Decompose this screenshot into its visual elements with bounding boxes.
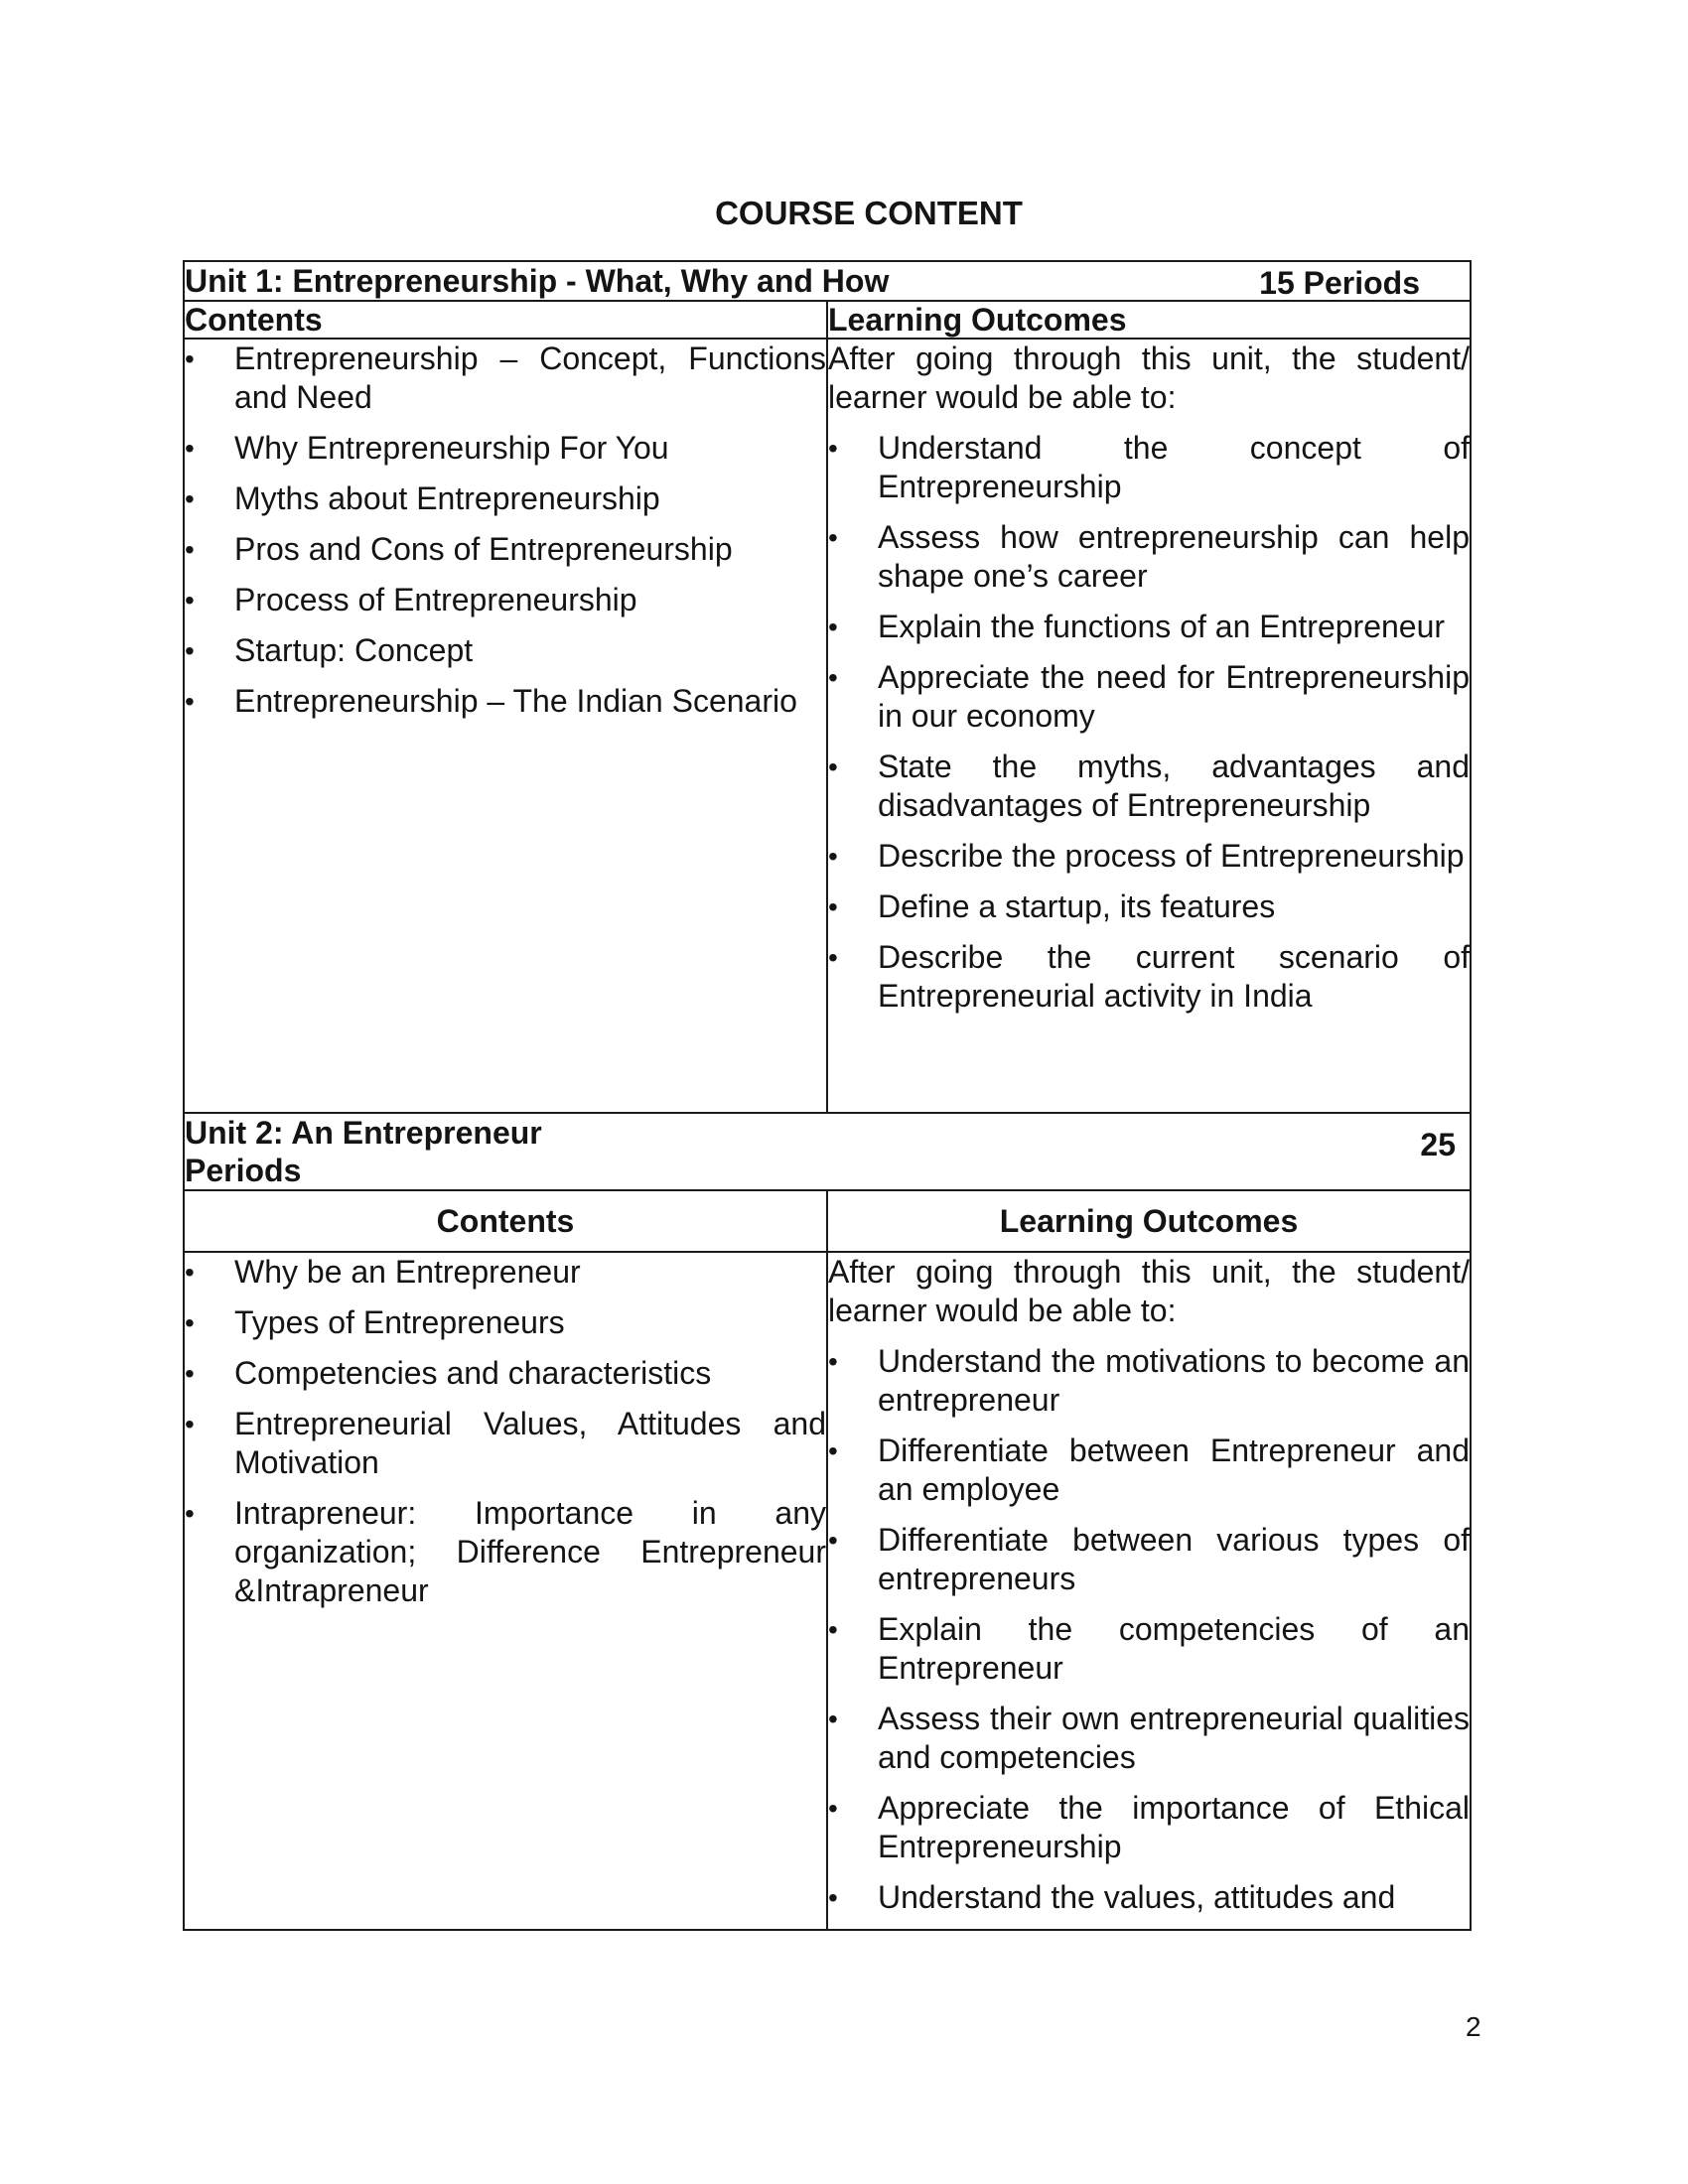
list-item-text: Describe the process of Entrepreneurship: [878, 838, 1465, 874]
bullet-icon: •: [185, 1358, 195, 1389]
bullet-icon: •: [185, 433, 195, 464]
list-item-text: Assess their own entrepreneurial qualities and competencies: [878, 1701, 1470, 1775]
list-item-text: Entrepreneurial Values, Attitudes and Motivation: [234, 1406, 826, 1480]
course-content-table: [183, 260, 1472, 1931]
unit1-outcomes-list: [828, 429, 1470, 1016]
unit1-contents-list: [185, 340, 826, 721]
list-item-text: Understand the values, attitudes and: [878, 1879, 1396, 1915]
list-item: [185, 1253, 826, 1292]
list-item-text: Why be an Entrepreneur: [234, 1254, 581, 1290]
unit2-body-row: [184, 1252, 1471, 1930]
page-number: 2: [1466, 2011, 1481, 2042]
bullet-icon: •: [828, 522, 838, 553]
unit2-periods-label: Periods: [185, 1153, 302, 1188]
unit1-contents-header: Contents: [184, 301, 827, 339]
bullet-icon: •: [185, 343, 195, 374]
list-item-text: State the myths, advantages and disadvantages of Entrepreneurship: [878, 749, 1470, 823]
bullet-icon: •: [828, 1793, 838, 1824]
bullet-icon: •: [828, 1525, 838, 1556]
list-item: [828, 429, 1470, 506]
list-item-text: Explain the competencies of an Entrepreneur: [878, 1611, 1470, 1686]
unit2-contents-cell: [184, 1252, 827, 1930]
bullet-icon: •: [828, 1704, 838, 1734]
list-item: [185, 1303, 826, 1342]
list-item: [828, 837, 1470, 876]
list-item-text: Explain the functions of an Entrepreneur: [878, 609, 1446, 644]
list-item: [828, 1432, 1470, 1509]
list-item-text: Assess how entrepreneurship can help shape one’s career: [878, 519, 1470, 594]
bullet-icon: •: [828, 662, 838, 693]
list-item-text: Entrepreneurship – Concept, Functions and Need: [234, 341, 826, 415]
unit1-outcomes-header: Learning Outcomes: [827, 301, 1471, 339]
list-item: [185, 340, 826, 417]
list-item: [828, 1700, 1470, 1777]
bullet-icon: •: [185, 534, 195, 565]
bullet-icon: •: [828, 433, 838, 464]
list-item: [185, 1494, 826, 1610]
list-item: [828, 1610, 1470, 1688]
list-item-text: Entrepreneurship – The Indian Scenario: [234, 683, 797, 719]
bullet-icon: •: [828, 1614, 838, 1645]
page-title: COURSE CONTENT: [715, 195, 1023, 231]
bullet-icon: •: [828, 1882, 838, 1913]
list-item: [828, 887, 1470, 926]
list-item-text: Myths about Entrepreneurship: [234, 480, 660, 516]
list-item: [828, 1342, 1470, 1420]
list-item: [828, 938, 1470, 1016]
list-item-text: Appreciate the need for Entrepreneurship in our economy: [878, 659, 1470, 734]
bullet-icon: •: [185, 635, 195, 666]
list-item-text: Describe the current scenario of Entrepreneurial activity in India: [878, 939, 1470, 1014]
list-item: [185, 429, 826, 468]
unit1-periods: 15 Periods: [1259, 265, 1420, 301]
list-item: [185, 1405, 826, 1482]
unit1-title: Unit 1: Entrepreneurship - What, Why and How: [185, 263, 890, 299]
bullet-icon: •: [828, 891, 838, 922]
list-item-text: Differentiate between various types of entrepreneurs: [878, 1522, 1470, 1596]
list-item: [828, 1521, 1470, 1598]
bullet-icon: •: [828, 942, 838, 973]
list-item-text: Pros and Cons of Entrepreneurship: [234, 531, 733, 567]
unit1-contents-cell: [184, 339, 827, 1113]
bullet-icon: •: [185, 585, 195, 615]
list-item-text: Types of Entrepreneurs: [234, 1304, 565, 1340]
list-item: [185, 1354, 826, 1393]
bullet-icon: •: [828, 1346, 838, 1377]
bullet-icon: •: [828, 841, 838, 872]
list-item-text: Understand the motivations to become an entrepreneur: [878, 1343, 1470, 1418]
unit1-body-row: [184, 339, 1471, 1113]
unit1-outcomes-intro: After going through this unit, the student/ learner would be able to:: [828, 341, 1470, 415]
list-item: [185, 682, 826, 721]
list-item: [828, 658, 1470, 736]
unit2-outcomes-header: Learning Outcomes: [827, 1190, 1471, 1252]
list-item: [185, 581, 826, 619]
unit2-contents-list: [185, 1253, 826, 1610]
list-item: [185, 479, 826, 518]
bullet-icon: •: [185, 1257, 195, 1288]
unit1-title-cell: [184, 261, 1471, 301]
list-item: [185, 530, 826, 569]
unit2-periods-number: 25: [1420, 1127, 1456, 1162]
list-item-text: Competencies and characteristics: [234, 1355, 712, 1391]
unit2-header-row: [184, 1113, 1471, 1190]
list-item-text: Differentiate between Entrepreneur and an employee: [878, 1433, 1470, 1507]
list-item: [828, 1878, 1470, 1917]
list-item: [828, 748, 1470, 825]
unit2-contents-header: Contents: [184, 1190, 827, 1252]
unit2-outcomes-cell: [827, 1252, 1471, 1930]
unit2-outcomes-list: [828, 1342, 1470, 1917]
list-item-text: Startup: Concept: [234, 632, 474, 668]
bullet-icon: •: [185, 686, 195, 717]
list-item-text: Define a startup, its features: [878, 888, 1276, 924]
bullet-icon: •: [185, 1307, 195, 1338]
list-item-text: Process of Entrepreneurship: [234, 582, 637, 617]
bullet-icon: •: [185, 1409, 195, 1439]
list-item-text: Appreciate the importance of Ethical Entrepreneurship: [878, 1790, 1470, 1864]
list-item-text: Why Entrepreneurship For You: [234, 430, 669, 466]
list-item-text: Intrapreneur: Importance in any organization; Difference Entrepreneur &Intrapreneur: [234, 1495, 826, 1608]
bullet-icon: •: [185, 483, 195, 514]
list-item: [185, 631, 826, 670]
unit1-header-row: [184, 261, 1471, 301]
unit2-title-cell: [184, 1113, 1471, 1190]
bullet-icon: •: [828, 751, 838, 782]
list-item-text: Understand the concept of Entrepreneurship: [878, 430, 1470, 504]
unit1-outcomes-cell: [827, 339, 1471, 1113]
list-item: [828, 518, 1470, 596]
bullet-icon: •: [185, 1498, 195, 1529]
bullet-icon: •: [828, 1435, 838, 1466]
unit1-column-header-row: [184, 301, 1471, 339]
list-item: [828, 608, 1470, 646]
list-item: [828, 1789, 1470, 1866]
unit2-title: Unit 2: An Entrepreneur: [185, 1115, 542, 1151]
unit2-outcomes-intro: After going through this unit, the student/ learner would be able to:: [828, 1254, 1470, 1328]
unit2-column-header-row: [184, 1190, 1471, 1252]
bullet-icon: •: [828, 612, 838, 642]
